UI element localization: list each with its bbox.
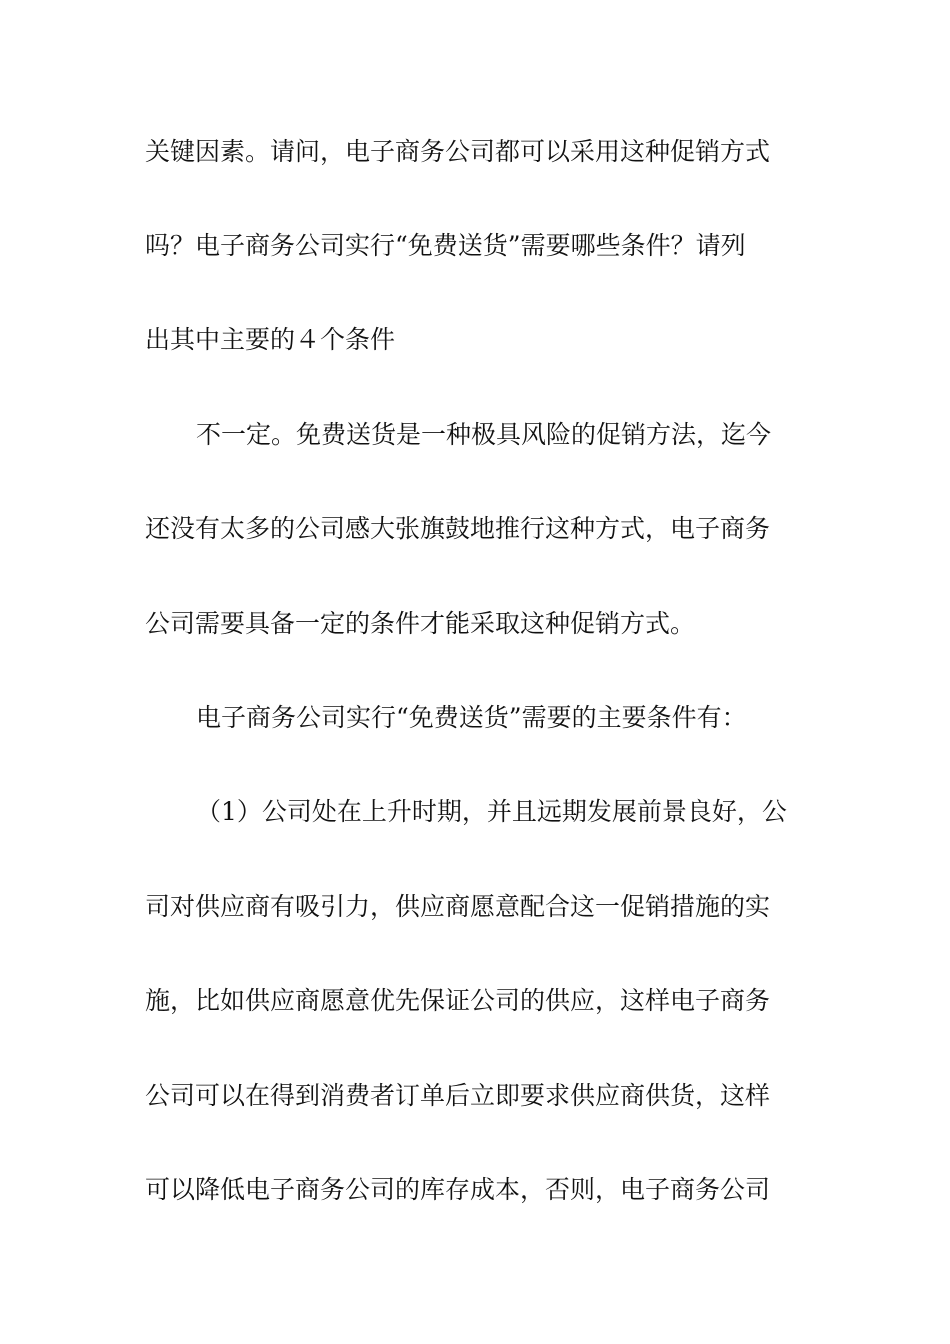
paragraph-condition-1-line-5: 可以降低电子商务公司的库存成本，否则，电子商务公司 <box>145 1175 771 1204</box>
paragraph-answer-line-3: 公司需要具备一定的条件才能采取这种促销方式。 <box>145 609 696 638</box>
paragraph-answer-line-1: 不一定。免费送货是一种极具风险的促销方法，迄今 <box>196 420 772 449</box>
paragraph-answer-line-2: 还没有太多的公司感大张旗鼓地推行这种方式，电子商务 <box>145 514 771 543</box>
paragraph-condition-1-line-1: （1）公司处在上升时期，并且远期发展前景良好，公 <box>196 797 787 826</box>
text-line-3: 出其中主要的４个条件 <box>145 325 396 354</box>
text-line-2: 吗？电子商务公司实行“免费送货”需要哪些条件？请列 <box>145 231 746 260</box>
paragraph-condition-1-line-4: 公司可以在得到消费者订单后立即要求供应商供货，这样 <box>145 1081 771 1110</box>
paragraph-condition-1-line-3: 施，比如供应商愿意优先保证公司的供应，这样电子商务 <box>145 986 771 1015</box>
paragraph-condition-1-line-2: 司对供应商有吸引力，供应商愿意配合这一促销措施的实 <box>145 892 771 921</box>
paragraph-conditions-heading: 电子商务公司实行“免费送货”需要的主要条件有： <box>196 703 747 732</box>
text-line-1: 关键因素。请问，电子商务公司都可以采用这种促销方式 <box>145 137 771 166</box>
